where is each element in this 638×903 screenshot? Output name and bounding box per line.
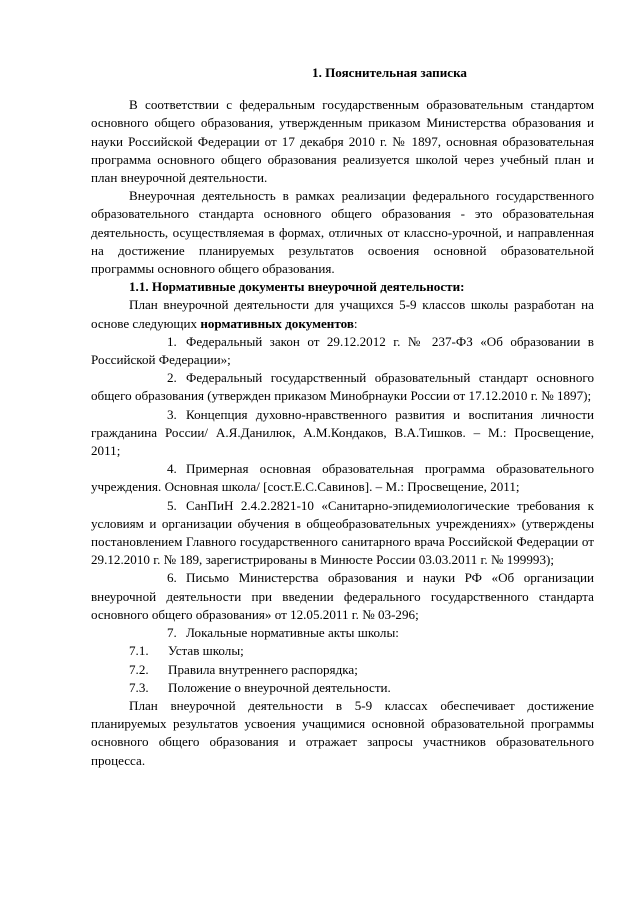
list-item-number: 7. <box>167 625 177 641</box>
list-item-6 <box>91 569 594 624</box>
list-item-text: Локальные нормативные акты школы: <box>186 625 399 641</box>
list-item-5 <box>91 497 594 570</box>
list-item-7 <box>91 624 594 642</box>
list-item-1 <box>91 333 594 369</box>
sub-item-number: 7.3. <box>129 679 149 695</box>
sub-item-text: Правила внутреннего распорядка; <box>168 661 358 677</box>
list-item-text: Концепция духовно-нравственного развития и воспитания личности гражданина России/ А.Я.Данилюк, А.М.Кондаков, В.А.Тишков. – М.: Просвещение, 2011; <box>91 406 594 459</box>
list-item-text: Федеральный закон от 29.12.2012 г. № 237-ФЗ «Об образовании в Российской Федерации»; <box>91 333 594 368</box>
list-item-number: 5. <box>167 497 177 513</box>
page-title: 1. Пояснительная записка <box>312 65 467 80</box>
plan-intro-colon: : <box>353 315 358 331</box>
list-item-number: 1. <box>167 333 177 349</box>
plan-intro-paragraph <box>91 296 594 332</box>
list-item-text: Федеральный государственный образовательный стандарт основного общего образования (утвержден приказом Минобрнауки России от 17.12.2010 г. № 1897); <box>91 370 594 404</box>
sub-item-7-3 <box>91 679 594 697</box>
list-item-text: СанПиН 2.4.2.2821-10 «Санитарно-эпидемиологические требования к условиям и организации обучения в общеобразовательных учреждениях» (утверждены постановлением Главного государственного санитарного врача Российской Федерации от 29.12.2010 г. № 189, зарегистрированы в Минюсте России 03.03.2011 г. № 199993); <box>91 497 594 568</box>
sub-item-7-2 <box>91 661 594 679</box>
sub-item-7-1 <box>91 642 594 660</box>
list-item-number: 6. <box>167 570 177 586</box>
list-item-number: 4. <box>167 461 177 477</box>
intro-paragraph-2: Внеурочная деятельность в рамках реализации федерального государственного образовательного стандарта основного общего образования - это образовательная деятельность, осуществляемая в формах, отличных от классно-урочной, и направленная на достижение планируемых результатов освоения основной образовательной программы основного общего образования. <box>91 188 594 277</box>
list-item-text: Письмо Министерства образования и науки РФ «Об организации внеурочной деятельности при введении федерального государственного стандарта основного общего образования» от 12.05.2011 г. № 03-296; <box>91 570 594 622</box>
sub-item-number: 7.1. <box>129 643 149 659</box>
sub-item-text: Устав школы; <box>168 643 244 659</box>
list-item-text: Примерная основная образовательная программа образовательного учреждения. Основная школа/ [сост.Е.С.Савинов]. – М.: Просвещение, 2011; <box>91 461 594 495</box>
plan-intro-bold: нормативных документов <box>200 315 354 331</box>
list-item-2 <box>91 369 594 405</box>
closing-paragraph: План внеурочной деятельности в 5-9 классах обеспечивает достижение планируемых результатов усвоения учащимися основной образовательной программы основного общего образования и отражает запросы участников образовательного процесса. <box>91 697 594 768</box>
section-heading: 1.1. Нормативные документы внеурочной деятельности: <box>129 279 465 295</box>
intro-paragraph-1: В соответствии с федеральным государственным образовательным стандартом основного общего образования, утвержденным приказом Министерства образования и науки Российской Федерации от 17 декабря 2010 г. № 1897, основная образовательная программа основного общего образования реализуется школой через учебный план и план внеурочной деятельности. <box>91 97 594 186</box>
list-item-number: 2. <box>167 370 177 386</box>
sub-item-number: 7.2. <box>129 661 149 677</box>
list-item-4 <box>91 460 594 496</box>
list-item-3 <box>91 406 594 461</box>
list-item-number: 3. <box>167 406 177 422</box>
plan-intro-text: План внеурочной деятельности для учащихся 5-9 классов школы разработан на основе следующих <box>91 297 594 331</box>
sub-item-text: Положение о внеурочной деятельности. <box>168 679 391 695</box>
